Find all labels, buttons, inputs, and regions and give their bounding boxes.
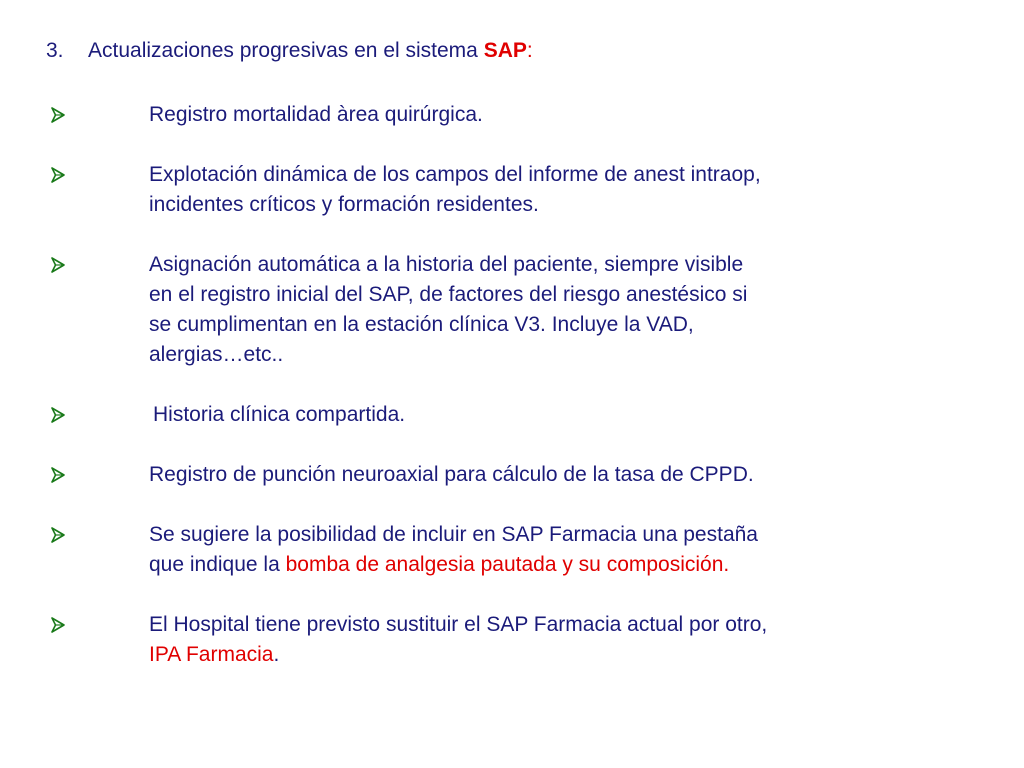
bullet-line xyxy=(149,160,949,190)
text-segment: que indique la xyxy=(149,553,286,576)
bullet-line xyxy=(149,280,949,310)
text-segment: Historia clínica compartida. xyxy=(153,403,406,426)
bullet-item xyxy=(50,520,950,580)
bullet-item xyxy=(50,400,950,430)
text-segment: en el registro inicial del SAP, de factores del riesgo anestésico si xyxy=(149,283,748,306)
bullet-text xyxy=(149,460,949,490)
heading-number: 3. xyxy=(46,39,64,62)
highlight-text: IPA Farmacia xyxy=(149,643,274,666)
heading-highlight: SAP xyxy=(483,39,527,62)
slide-heading xyxy=(46,36,533,66)
text-segment: El Hospital tiene previsto sustituir el SAP Farmacia actual por otro, xyxy=(149,613,768,636)
bullet-line xyxy=(149,520,949,550)
arrow-bullet-icon xyxy=(50,167,66,183)
heading-suffix: : xyxy=(526,39,533,62)
bullet-text xyxy=(153,400,953,430)
text-segment: . xyxy=(273,643,280,666)
text-segment: se cumplimentan en la estación clínica V3. Incluye la VAD, xyxy=(149,313,694,336)
bullet-text xyxy=(149,100,949,130)
bullet-line xyxy=(149,100,949,130)
arrow-bullet-icon xyxy=(50,107,66,123)
bullet-text xyxy=(149,610,949,670)
arrow-bullet-icon xyxy=(50,467,66,483)
bullet-line xyxy=(153,400,953,430)
arrow-bullet-icon xyxy=(50,257,66,273)
text-segment: Asignación automática a la historia del paciente, siempre visible xyxy=(149,253,744,276)
bullet-line xyxy=(149,550,949,580)
bullet-text xyxy=(149,250,949,370)
bullet-line xyxy=(149,250,949,280)
heading-text: Actualizaciones progresivas en el sistema xyxy=(88,39,484,62)
bullet-text xyxy=(149,160,949,220)
arrow-bullet-icon xyxy=(50,617,66,633)
text-segment: Registro de punción neuroaxial para cálculo de la tasa de CPPD. xyxy=(149,463,754,486)
text-segment: incidentes críticos y formación residentes. xyxy=(149,193,539,216)
bullet-line xyxy=(149,310,949,340)
text-segment: Se sugiere la posibilidad de incluir en SAP Farmacia una pestaña xyxy=(149,523,758,546)
bullet-line xyxy=(149,640,949,670)
text-segment: Registro mortalidad àrea quirúrgica. xyxy=(149,103,483,126)
arrow-bullet-icon xyxy=(50,527,66,543)
bullet-text xyxy=(149,520,949,580)
bullet-item xyxy=(50,100,950,130)
text-segment: alergias…etc.. xyxy=(149,343,284,366)
highlight-text: bomba de analgesia pautada y su composición. xyxy=(285,553,730,576)
bullet-line xyxy=(149,460,949,490)
bullet-line xyxy=(149,610,949,640)
text-segment: Explotación dinámica de los campos del informe de anest intraop, xyxy=(149,163,761,186)
bullet-item xyxy=(50,460,950,490)
bullet-line xyxy=(149,340,949,370)
bullet-item xyxy=(50,160,950,220)
bullet-item xyxy=(50,250,950,370)
arrow-bullet-icon xyxy=(50,407,66,423)
bullet-item xyxy=(50,610,950,670)
bullet-line xyxy=(149,190,949,220)
